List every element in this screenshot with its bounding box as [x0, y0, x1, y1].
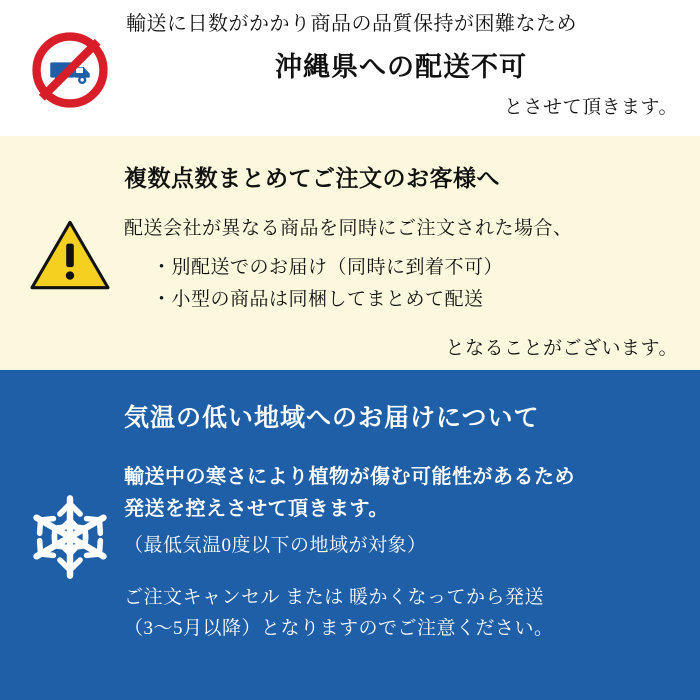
cold-region-reason-line1: 輸送中の寒さにより植物が傷む可能性があるため	[124, 466, 575, 488]
multiple-items-bullet-list	[124, 252, 678, 317]
snowflake-icon	[24, 491, 116, 583]
no-truck-icon	[32, 32, 108, 108]
okinawa-section	[0, 0, 700, 136]
cold-region-title: 気温の低い地域へのお届けについて	[124, 405, 540, 432]
multiple-items-text-block	[124, 150, 684, 360]
okinawa-headline: 沖縄県への配送不可	[275, 52, 527, 82]
multiple-items-section	[0, 136, 700, 370]
list-item: ・小型の商品は同梱してまとめて配送	[152, 289, 484, 311]
warning-triangle-icon	[28, 217, 112, 293]
snowflake-icon-container	[16, 384, 124, 690]
cold-region-text-block	[124, 384, 684, 690]
cold-region-options-line1: ご注文キャンセル または 暖かくなってから発送	[124, 587, 545, 608]
cold-region-reason-line2: 発送を控えさせて頂きます。	[124, 498, 389, 520]
cold-region-options-line2: （3〜5月以降）となりますのでご注意ください。	[124, 618, 554, 640]
multiple-items-subtitle: 配送会社が異なる商品を同時にご注文された場合、	[124, 218, 573, 239]
okinawa-icon-container	[16, 12, 124, 108]
multiple-items-footer: となることがございます。	[445, 337, 678, 359]
okinawa-reason-text: 輸送に日数がかかり商品の品質保持が困難なため	[126, 13, 577, 35]
cold-region-condition: （最低気温0度以下の地域が対象）	[124, 535, 427, 556]
warning-icon-container	[16, 150, 124, 360]
okinawa-closing-text: とさせて頂きます。	[504, 97, 678, 118]
okinawa-text-block	[124, 12, 684, 119]
list-item: ・別配送でのお届け（同時に到着不可）	[152, 257, 504, 278]
cold-region-section	[0, 370, 700, 700]
multiple-items-title: 複数点数まとめてご注文のお客様へ	[124, 166, 500, 191]
